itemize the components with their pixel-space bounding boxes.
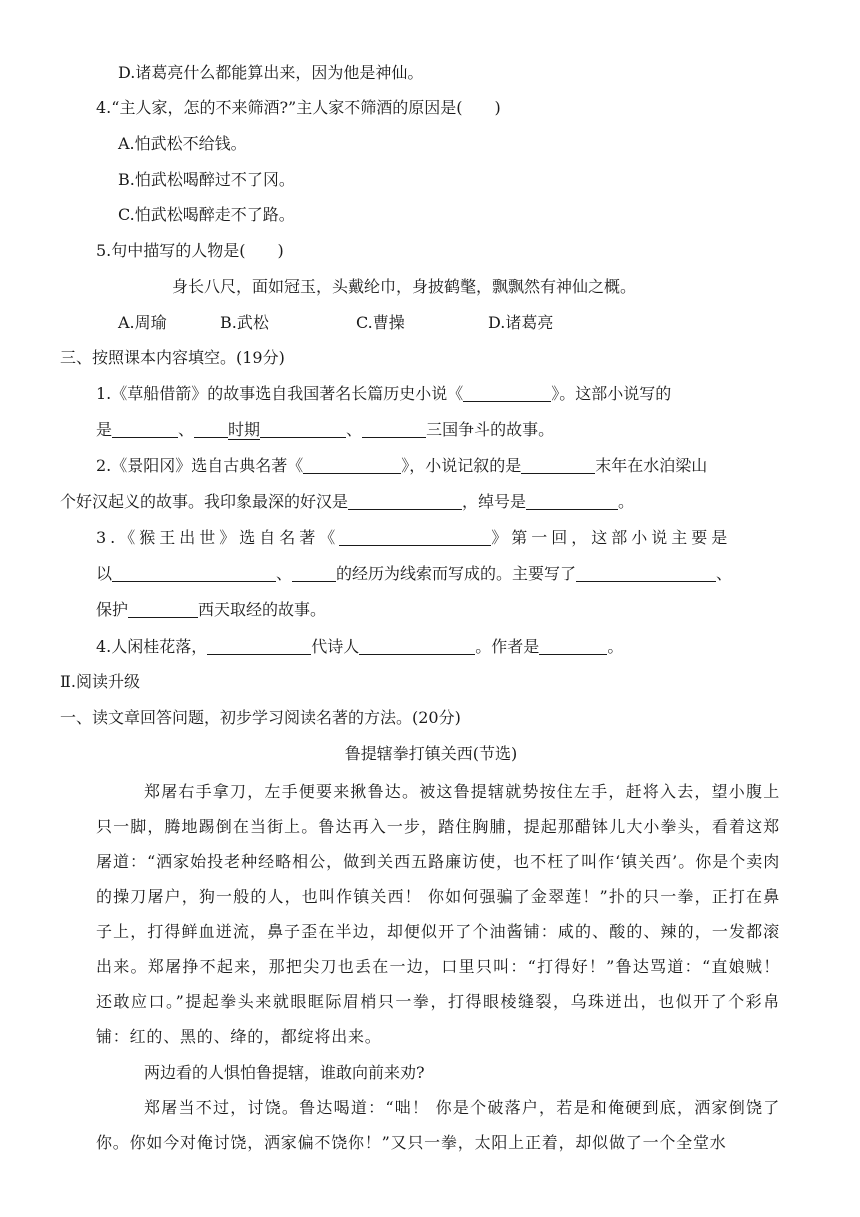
fill1-text-e: 、 (346, 420, 363, 439)
fill2-text-e: ，绰号是 (462, 492, 527, 511)
fill2-text-d: 个好汉起义的故事。我印象最深的好汉是 (60, 492, 349, 511)
fill3-blank-1[interactable] (112, 563, 276, 582)
fill1-blank-1[interactable] (112, 419, 178, 438)
reading-section-heading: 一、读文章回答问题，初步学习阅读名著的方法。(20分) (60, 708, 461, 727)
q4-option-c: C.怕武松喝醉走不了路。 (118, 205, 295, 224)
q5-option-d: D.诸葛亮 (488, 313, 554, 332)
q3-option-d: D.诸葛亮什么都能算出来，因为他是神仙。 (118, 63, 424, 82)
fill3-text-c: 以 (96, 564, 113, 583)
fill2-blank-book[interactable] (303, 455, 401, 474)
fill3-text-g: 保护 (96, 600, 129, 619)
q4-option-a: A.怕武松不给钱。 (118, 134, 247, 153)
fill1-blank-novel[interactable] (463, 383, 551, 402)
q5-quote: 身长八尺，面如冠玉，头戴纶巾，身披鹤氅，飘飘然有神仙之概。 (172, 277, 637, 296)
fill1-text-f: 三国争斗的故事。 (426, 420, 555, 439)
fill2-text-c: 末年在水泊梁山 (595, 456, 708, 475)
part2-heading: Ⅱ.阅读升级 (60, 672, 140, 691)
q5-stem: 5.句中描写的人物是( ) (96, 241, 284, 260)
q5-option-a: A.周瑜 (118, 313, 167, 332)
fill3-blank-2[interactable] (292, 563, 336, 582)
fill3-line1 (96, 527, 731, 549)
fill3-line2 (96, 563, 732, 585)
fill2-blank-hero[interactable] (348, 491, 462, 510)
fill3-blank-3[interactable] (576, 563, 716, 582)
fill2-text-f: 。 (618, 492, 635, 511)
fill1-blank-3[interactable] (260, 419, 346, 438)
q5-option-b: B.武松 (220, 313, 269, 332)
fill1-text-c: 是 (96, 420, 113, 439)
fill3-text-f: 、 (716, 564, 733, 583)
fill2-text-a: 2.《景阳冈》选自古典名著《 (96, 456, 304, 475)
fill4-text-c: 。作者是 (475, 637, 540, 656)
q5-options (118, 312, 553, 334)
fill3-text-e: 的经历为线索而写成的。主要写了 (336, 564, 577, 583)
fill3-line3 (96, 599, 326, 621)
article-paragraph-3: 郑屠当不过，讨饶。鲁达喝道：“咄！ 你是个破落户，若是和俺硬到底，洒家倒饶了你。你如今对俺讨饶，洒家偏不饶你！”又只一拳，太阳上正着，却似做了一个全堂水 (96, 1098, 780, 1152)
article-paragraph-1: 郑屠右手拿刀，左手便要来揪鲁达。被这鲁提辖就势按住左手，赶将入去，望小腹上只一脚，腾地踢倒在当街上。鲁达再入一步，踏住胸脯，提起那醋钵儿大小拳头，看着这郑屠道：“洒家始投老种经略相公，做到关西五路廉访使，也不枉了叫作‘镇关西’。你是个卖肉的操刀屠户，狗一般的人，也叫作镇关西！ 你如何强骗了金翠莲！”扑的只一拳，正打在鼻子上，打得鲜血迸流，鼻子歪在半边，却便似开了个油酱铺：咸的、酸的、辣的，一发都滚出来。郑屠挣不起来，那把尖刀也丢在一边，口里只叫：“打得好！”鲁达骂道：“直娘贼！ 还敢应口。”提起拳头来就眼眶际眉梢只一拳，打得眼棱缝裂，乌珠迸出，也似开了个彩帛铺：红的、黑的、绛的，都绽将出来。 (96, 782, 780, 1046)
fill4-blank-author[interactable] (539, 636, 607, 655)
fill4-blank-dynasty[interactable] (207, 636, 311, 655)
fill1-line2 (96, 419, 554, 441)
fill3-text-b: 》第一回，这部小说主要是 (491, 528, 732, 547)
article-title: 鲁提辖拳打镇关西(节选) (344, 744, 518, 763)
fill4-text-b: 代诗人 (311, 637, 360, 656)
fill3-text-h: 西天取经的故事。 (198, 600, 327, 619)
fill1-text-era: 时期 (228, 420, 261, 439)
fill2-blank-nickname[interactable] (526, 491, 618, 510)
fill2-text-b: 》，小说记叙的是 (401, 456, 522, 475)
fill4-text-a: 4.人闲桂花落， (96, 637, 208, 656)
fill2-line2 (60, 491, 634, 513)
fill1-text-d: 、 (178, 420, 195, 439)
fill1-blank-4[interactable] (362, 419, 426, 438)
fill3-blank-book[interactable] (339, 527, 491, 546)
fill4-text-d: 。 (607, 637, 624, 656)
fill1-blank-2[interactable] (194, 419, 228, 438)
fill3-blank-4[interactable] (128, 599, 198, 618)
q5-option-c: C.曹操 (356, 313, 405, 332)
fill1-line1 (96, 383, 671, 405)
q4-option-b: B.怕武松喝醉过不了冈。 (118, 170, 295, 189)
fill4-blank-title[interactable] (359, 636, 475, 655)
fill2-blank-era[interactable] (521, 455, 595, 474)
fill4-line (96, 636, 623, 658)
fill1-text-b: 》。这部小说写的 (551, 384, 672, 403)
fill2-line1 (96, 455, 707, 477)
q4-stem: 4.“主人家，怎的不来筛酒?”主人家不筛酒的原因是( ) (96, 98, 501, 117)
fill3-text-a: 3.《猴王出世》选自名著《 (96, 528, 340, 547)
section3-heading: 三、按照课本内容填空。(19分) (60, 348, 285, 367)
article-paragraph-2: 两边看的人惧怕鲁提辖，谁敢向前来劝? (144, 1063, 425, 1082)
fill3-text-d: 、 (276, 564, 293, 583)
fill1-text-a: 1.《草船借箭》的故事选自我国著名长篇历史小说《 (96, 384, 464, 403)
